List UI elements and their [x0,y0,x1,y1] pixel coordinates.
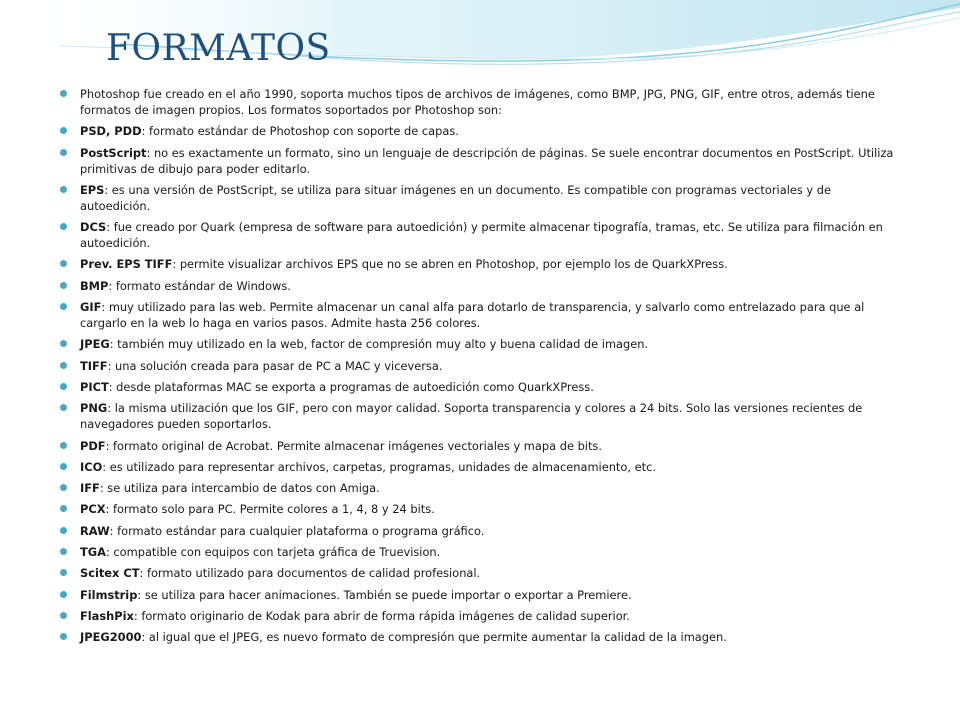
format-name: TIFF [80,358,108,373]
list-item [60,629,896,645]
format-name: Prev. EPS TIFF [80,257,173,272]
list-item [60,86,896,118]
format-name: PSD, PDD [80,124,142,139]
bullet-icon [60,127,67,134]
format-name: PCX [80,502,106,517]
format-description: : se utiliza para intercambio de datos con Amiga. [99,481,380,496]
format-description: : se utiliza para hacer animaciones. También se puede importar o exportar a Premiere. [137,587,632,602]
format-description: : una solución creada para pasar de PC a MAC y viceversa. [107,358,443,373]
format-description: : compatible con equipos con tarjeta gráfica de Truevision. [105,545,441,560]
format-name: Scitex CT [80,566,140,581]
format-description: : permite visualizar archivos EPS que no se abren en Photoshop, por ejemplo los de QuarkXPress. [172,257,728,272]
format-description: : al igual que el JPEG, es nuevo formato de compresión que permite aumentar la calidad de la imagen. [141,630,727,645]
format-name: PDF [80,438,106,453]
format-name: BMP [80,278,109,293]
format-name: IFF [80,481,100,496]
format-description: : formato originario de Kodak para abrir de forma rápida imágenes de calidad superior. [133,608,630,623]
format-name: PostScript [80,145,147,160]
list-item [60,123,896,139]
slide-title: FORMATOS [106,28,331,69]
list-item [60,438,896,454]
format-description: : es utilizado para representar archivos, carpetas, programas, unidades de almacenamiento, etc. [102,459,656,474]
format-description: : también muy utilizado en la web, factor de compresión muy alto y buena calidad de imagen. [109,337,649,352]
bullet-icon [60,340,67,347]
format-name: Filmstrip [80,587,138,602]
format-description: : no es exactamente un formato, sino un lenguaje de descripción de páginas. Se suele encontrar documentos en PostScript. Utiliza primitivas de dibujo para poder editarlo. [80,145,894,176]
bullet-icon [60,149,67,156]
bullet-icon [60,484,67,491]
bullet-icon [60,404,67,411]
list-item [60,480,896,496]
format-description: : fue creado por Quark (empresa de software para autoedición) y permite almacenar tipografía, tramas, etc. Se utiliza para filmación en autoedición. [80,220,883,251]
format-name: GIF [80,300,102,315]
list-item [60,219,896,251]
format-description: : formato utilizado para documentos de calidad profesional. [139,566,481,581]
list-item [60,278,896,294]
format-name: DCS [80,220,107,235]
format-name: TGA [80,545,106,560]
format-description: : formato original de Acrobat. Permite almacenar imágenes vectoriales y mapa de bits. [105,438,602,453]
list-item [60,256,896,272]
bullet-icon [60,505,67,512]
format-list [60,86,896,651]
format-description: : es una versión de PostScript, se utiliza para situar imágenes en un documento. Es compatible con programas vectoriales y de autoedición. [80,182,832,213]
list-item [60,299,896,331]
format-description: Photoshop fue creado en el año 1990, soporta muchos tipos de archivos de imágenes, como BMP, JPG, PNG, GIF, entre otros, además tiene formatos de imagen propios. Los formatos soportados por Photoshop son: [80,87,875,117]
list-item [60,358,896,374]
format-name: FlashPix [80,608,134,623]
format-description: : formato estándar de Photoshop con soporte de capas. [141,124,459,139]
bullet-icon [60,442,67,449]
bullet-icon [60,527,67,534]
bullet-icon [60,463,67,470]
format-name: RAW [80,523,110,538]
bullet-icon [60,383,67,390]
format-name: JPEG [80,337,110,352]
bullet-icon [60,90,67,97]
list-item [60,182,896,214]
format-description: : formato solo para PC. Permite colores a 1, 4, 8 y 24 bits. [105,502,435,517]
list-item [60,523,896,539]
bullet-icon [60,633,67,640]
bullet-icon [60,223,67,230]
format-description: : muy utilizado para las web. Permite almacenar un canal alfa para dotarlo de transparencia, y salvarlo como entrelazado para que al cargarlo en la web lo haga en varios pasos. Admite hasta 256 colores. [80,300,865,331]
bullet-icon [60,591,67,598]
format-description: : formato estándar para cualquier plataforma o programa gráfico. [109,523,485,538]
list-item [60,459,896,475]
list-item [60,565,896,581]
format-name: PNG [80,401,108,416]
format-name: EPS [80,182,105,197]
bullet-icon [60,569,67,576]
bullet-icon [60,186,67,193]
bullet-icon [60,260,67,267]
format-name: ICO [80,459,103,474]
bullet-icon [60,303,67,310]
list-item [60,544,896,560]
list-item [60,587,896,603]
list-item [60,336,896,352]
bullet-icon [60,612,67,619]
bullet-icon [60,282,67,289]
format-description: : desde plataformas MAC se exporta a programas de autoedición como QuarkXPress. [108,379,594,394]
format-name: PICT [80,379,109,394]
bullet-icon [60,362,67,369]
format-name: JPEG2000 [80,630,142,645]
format-description: : la misma utilización que los GIF, pero con mayor calidad. Soporta transparencia y colores a 24 bits. Solo las versiones recientes de navegadores pueden soportarlos. [80,401,863,432]
list-item [60,608,896,624]
list-item [60,400,896,432]
list-item [60,501,896,517]
list-item [60,379,896,395]
format-description: : formato estándar de Windows. [108,278,291,293]
bullet-icon [60,548,67,555]
list-item [60,145,896,177]
